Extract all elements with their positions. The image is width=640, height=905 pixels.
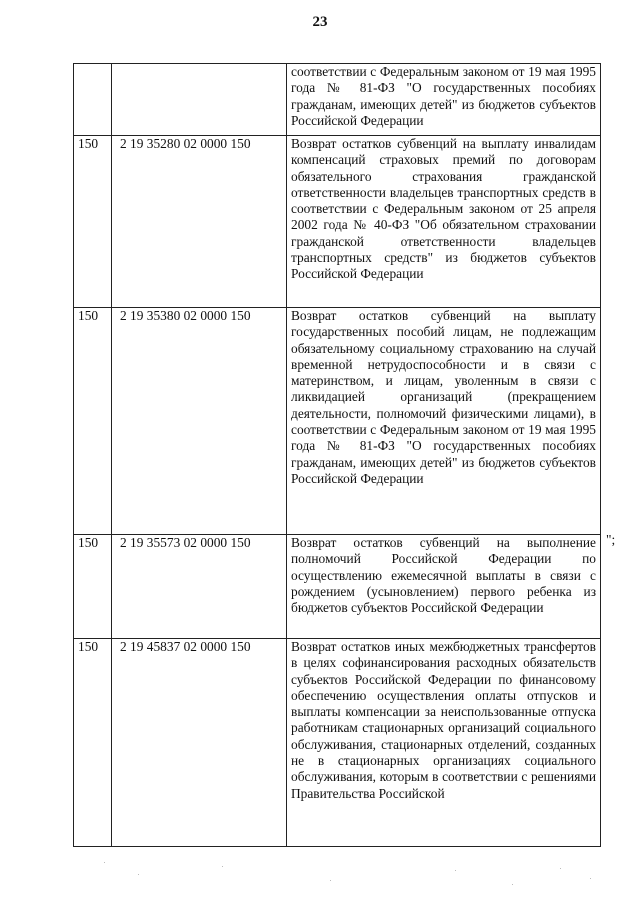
table-row [74,639,601,847]
code-cell: 150 [74,639,112,847]
code-cell [74,64,112,136]
table-row [74,535,601,639]
kbk-cell [112,64,287,136]
table-row [74,308,601,535]
code-cell: 150 [74,136,112,308]
kbk-cell: 2 19 35280 02 0000 150 [112,136,287,308]
description-cell: Возврат остатков иных межбюджетных трансфертов в целях софинансирования расходных обязательств субъектов Российской Федерации по финансовому обеспечению осуществления оплаты отпусков и выплаты компенсации за неиспользованные отпуска работникам стационарных организаций социального обслуживания, стационарных отделений, созданных не в стационарных организациях социального обслуживания, которым в соответствии с решениями Правительства Российской [287,639,601,847]
description-cell: соответствии с Федеральным законом от 19 мая 1995 года № 81-ФЗ "О государственных пособиях гражданам, имеющих детей" из бюджетов субъектов Российской Федерации [287,64,601,136]
description-cell: Возврат остатков субвенций на выплату инвалидам компенсаций страховых премий по договорам обязательного страхования гражданской ответственности владельцев транспортных средств в соответствии с Федеральным законом от 25 апреля 2002 года № 40-ФЗ "Об обязательном страховании гражданской ответственности владельцев транспортных средств" из бюджетов субъектов Российской Федерации [287,136,601,308]
code-cell: 150 [74,535,112,639]
table-row [74,136,601,308]
code-cell: 150 [74,308,112,535]
budget-codes-table [73,63,601,847]
description-cell: Возврат остатков субвенций на выполнение полномочий Российской Федерации по осуществлению ежемесячной выплаты в связи с рождением (усыновлением) первого ребенка из бюджетов субъектов Российской Федерации [287,535,601,639]
kbk-cell: 2 19 35573 02 0000 150 [112,535,287,639]
table-row [74,64,601,136]
page-number: 23 [312,14,328,30]
description-cell: Возврат остатков субвенций на выплату государственных пособий лицам, не подлежащим обязательному социальному страхованию на случай временной нетрудоспособности и в связи с материнством, и лицам, уволенным в связи с ликвидацией организаций (прекращением деятельности, полномочий физическими лицами), в соответствии с Федеральным законом от 19 мая 1995 года № 81-ФЗ "О государственных пособиях гражданам, имеющих детей" из бюджетов субъектов Российской Федерации [287,308,601,535]
closing-quote-mark: "; [606,532,616,547]
kbk-cell: 2 19 35380 02 0000 150 [112,308,287,535]
kbk-cell: 2 19 45837 02 0000 150 [112,639,287,847]
